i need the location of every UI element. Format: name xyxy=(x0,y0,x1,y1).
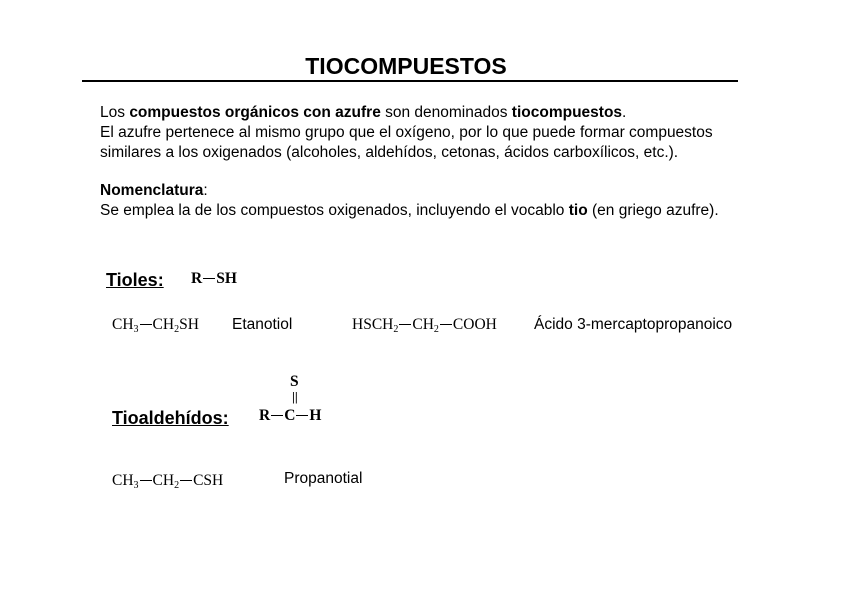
nomenclatura-heading xyxy=(100,181,208,201)
etanotiol-formula xyxy=(112,316,199,335)
nomenclatura-label: Nomenclatura xyxy=(100,182,204,199)
formula-part: SH xyxy=(179,316,199,333)
bond-dash xyxy=(180,480,192,482)
formula-part: CH xyxy=(112,472,134,489)
formula-subscript: 3 xyxy=(133,324,139,335)
intro-line-2: El azufre pertenece al mismo grupo que el oxígeno, por lo que puede formar compuestos xyxy=(100,124,713,141)
formula-part: CSH xyxy=(193,472,224,489)
formula-h: H xyxy=(309,407,322,424)
formula-subscript: 2 xyxy=(433,324,439,335)
nomenclatura-text xyxy=(100,201,719,221)
bond-dash xyxy=(203,278,215,280)
mercaptopropanoico-formula xyxy=(352,316,497,335)
formula-subscript: 3 xyxy=(133,480,139,491)
intro-bold-term: tiocompuestos xyxy=(511,104,623,121)
formula-r: R xyxy=(191,270,203,287)
tioles-general-formula xyxy=(191,270,237,288)
bond-dash xyxy=(140,480,152,482)
bond-dash xyxy=(440,324,452,326)
tioaldehidos-general-formula xyxy=(259,407,321,425)
formula-subscript: 2 xyxy=(174,324,180,335)
nomenclatura-text-part: (en griego azufre). xyxy=(587,202,719,219)
title-underline xyxy=(82,80,738,82)
intro-line-1 xyxy=(100,103,626,123)
nomenclatura-text-part: Se emplea la de los compuestos oxigenados, incluyendo el vocablo xyxy=(100,202,569,219)
formula-r: R xyxy=(259,407,271,424)
formula-part: CH xyxy=(112,316,134,333)
page-title: TIOCOMPUESTOS xyxy=(305,53,507,79)
formula-subscript: 2 xyxy=(393,324,399,335)
formula-double-bond: || xyxy=(292,389,298,404)
propanotial-formula xyxy=(112,472,223,491)
bond-dash xyxy=(296,415,308,417)
formula-subscript: 2 xyxy=(174,480,180,491)
intro-line-3: similares a los oxigenados (alcoholes, aldehídos, cetonas, ácidos carboxílicos, etc.). xyxy=(100,144,679,161)
intro-text: Los xyxy=(100,104,130,121)
bond-dash xyxy=(271,415,283,417)
nomenclatura-colon: : xyxy=(203,182,208,199)
nomenclatura-prefix: tio xyxy=(568,202,588,219)
bond-dash xyxy=(399,324,411,326)
formula-part: CH xyxy=(412,316,434,333)
formula-part: HSCH xyxy=(352,316,394,333)
intro-text: son denominados xyxy=(380,104,512,121)
mercaptopropanoico-name: Ácido 3-mercaptopropanoico xyxy=(534,316,733,333)
propanotial-name: Propanotial xyxy=(284,470,363,487)
formula-part: CH xyxy=(152,316,175,333)
formula-c: C xyxy=(284,407,296,424)
formula-part: CH xyxy=(152,472,175,489)
tioles-heading: Tioles: xyxy=(106,270,164,290)
intro-bold-term: compuestos orgánicos con azufre xyxy=(129,104,381,121)
formula-part: COOH xyxy=(452,316,497,333)
formula-s-atom: S xyxy=(290,373,299,390)
intro-text: . xyxy=(622,104,627,121)
etanotiol-name: Etanotiol xyxy=(232,316,293,333)
bond-dash xyxy=(140,324,152,326)
tioaldehidos-heading: Tioaldehídos: xyxy=(112,408,229,428)
formula-sh: SH xyxy=(216,270,237,287)
